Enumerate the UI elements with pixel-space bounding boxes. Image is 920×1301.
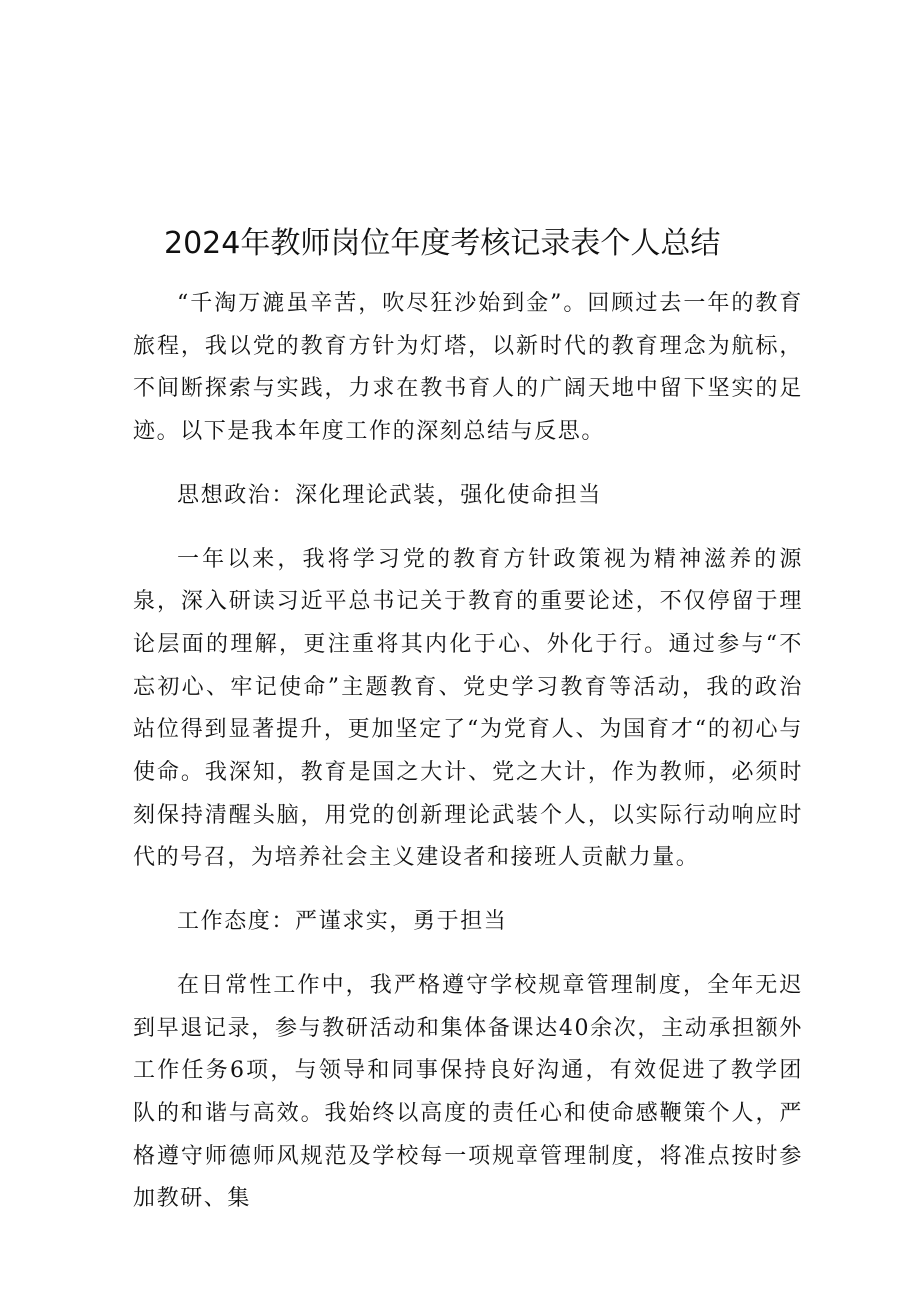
section-body-politics: 一年以来，我将学习党的教育方针政策视为精神滋养的源泉，深入研读习近平总书记关于教育的重要论述，不仅停留于理论层面的理解，更注重将其内化于心、外化于行。通过参与“不忘初心、牢记使命”主题教育、党史学习教育等活动，我的政治站位得到显著提升，更加坚定了“为党育人、为国育才“的初心与使命。我深知，教育是国之大计、党之大计，作为教师，必须时刻保持清醒头脑，用党的创新理论武装个人，以实际行动响应时代的号召，为培养社会主义建设者和接班人贡献力量。 <box>133 546 803 871</box>
section-heading-attitude: 工作态度：严谨求实，勇于担当 <box>177 909 508 935</box>
paragraph-gap <box>133 880 803 891</box>
paragraph-gap <box>133 454 803 465</box>
paragraph-gap <box>133 528 803 539</box>
document-title: 2024年教师岗位年度考核记录表个人总结 <box>164 226 721 261</box>
document-body <box>133 283 803 1221</box>
section-body-attitude: 在日常性工作中，我严格遵守学校规章管理制度，全年无迟到早退记录，参与教研活动和集体备课达40余次，主动承担额外工作任务6项，与领导和同事保持良好沟通，有效促进了教学团队的和谐与高效。我始终以高度的责任心和使命感鞭策个人，严格遵守师德师风规范及学校每一项规章管理制度，将准点按时参加教研、集 <box>133 972 803 1212</box>
intro-paragraph: “千淘万漉虽辛苦，吹尽狂沙始到金”。回顾过去一年的教育旅程，我以党的教育方针为灯塔，以新时代的教育理念为航标，不间断探索与实践，力求在教书育人的广阔天地中留下坚实的足迹。以下是我本年度工作的深刻总结与反思。 <box>133 291 803 445</box>
paragraph-gap <box>133 954 803 965</box>
section-heading-politics: 思想政治：深化理论武装，强化使命担当 <box>177 482 602 508</box>
